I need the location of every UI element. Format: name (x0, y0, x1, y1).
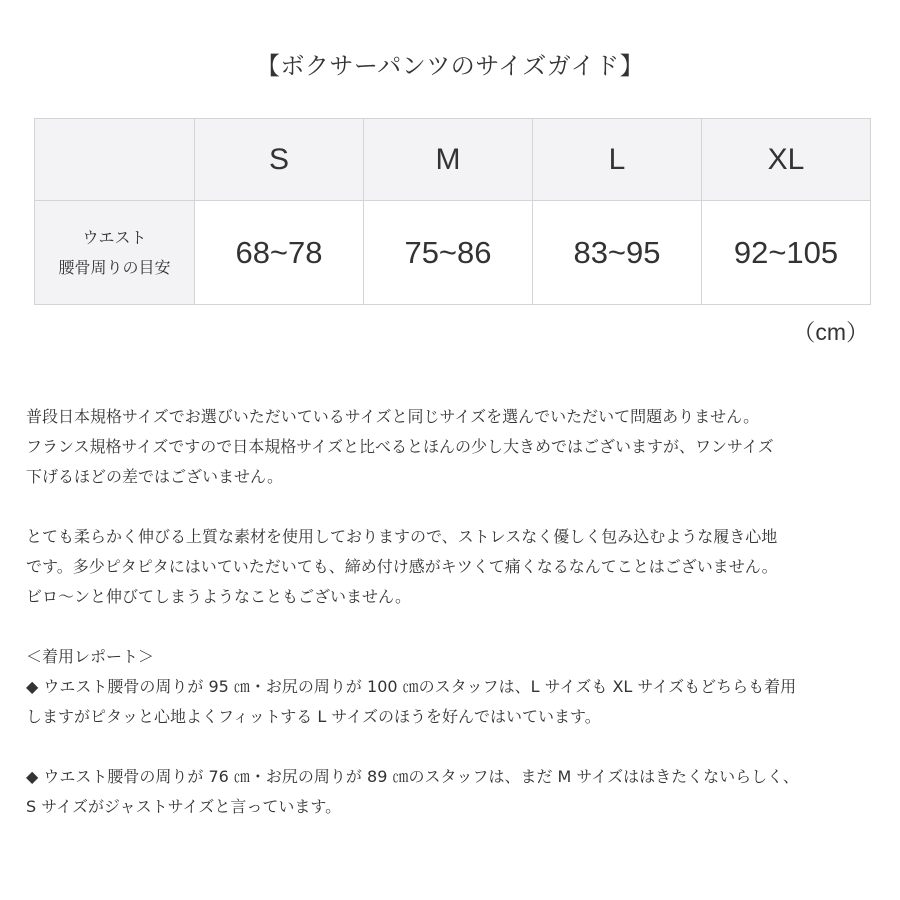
table-row (35, 201, 871, 305)
waist-value-m: 75~86 (364, 201, 533, 305)
size-header-xl: XL (702, 119, 871, 201)
row-label-line2: 腰骨周りの目安 (58, 257, 171, 277)
waist-value-s: 68~78 (195, 201, 364, 305)
paragraph-material: とても柔らかく伸びる上質な素材を使用しておりますので、ストレスなく優しく包み込むような履き心地 です。多少ピタピタにはいていただいても、締め付け感がキツくて痛くなるなんてことはございません。 ビロ〜ンと伸びてしまうようなこともございません。 (26, 527, 778, 606)
size-header-m: M (364, 119, 533, 201)
description-text (26, 402, 886, 822)
paragraph-fit: 普段日本規格サイズでお選びいただいているサイズと同じサイズを選んでいただいて問題ありません。 フランス規格サイズですので日本規格サイズと比べるとほんの少し大きめではございますが、ワンサイズ 下げるほどの差ではございません。 (26, 407, 774, 486)
page-title: 【ボクサーパンツのサイズガイド】 (255, 52, 645, 80)
table-corner-cell (35, 119, 195, 201)
waist-value-xl: 92~105 (702, 201, 871, 305)
waist-value-l: 83~95 (533, 201, 702, 305)
row-label-line1: ウエスト (82, 227, 147, 247)
size-header-l: L (533, 119, 702, 201)
size-table (34, 118, 871, 305)
table-header-row (35, 119, 871, 201)
size-header-s: S (195, 119, 364, 201)
unit-label: （cm） (792, 319, 869, 345)
row-label-waist (35, 201, 195, 305)
paragraph-report-1: ＜着用レポート＞ ◆ ウエスト腰骨の周りが 95 ㎝・お尻の周りが 100 ㎝のスタッフは、L サイズも XL サイズもどちらも着用 しますがピタッと心地よくフィットする L サイズのほうを好んではいています。 (26, 647, 797, 726)
paragraph-report-2: ◆ ウエスト腰骨の周りが 76 ㎝・お尻の周りが 89 ㎝のスタッフは、まだ M サイズははきたくないらしく、 S サイズがジャストサイズと言っています。 (26, 767, 799, 816)
